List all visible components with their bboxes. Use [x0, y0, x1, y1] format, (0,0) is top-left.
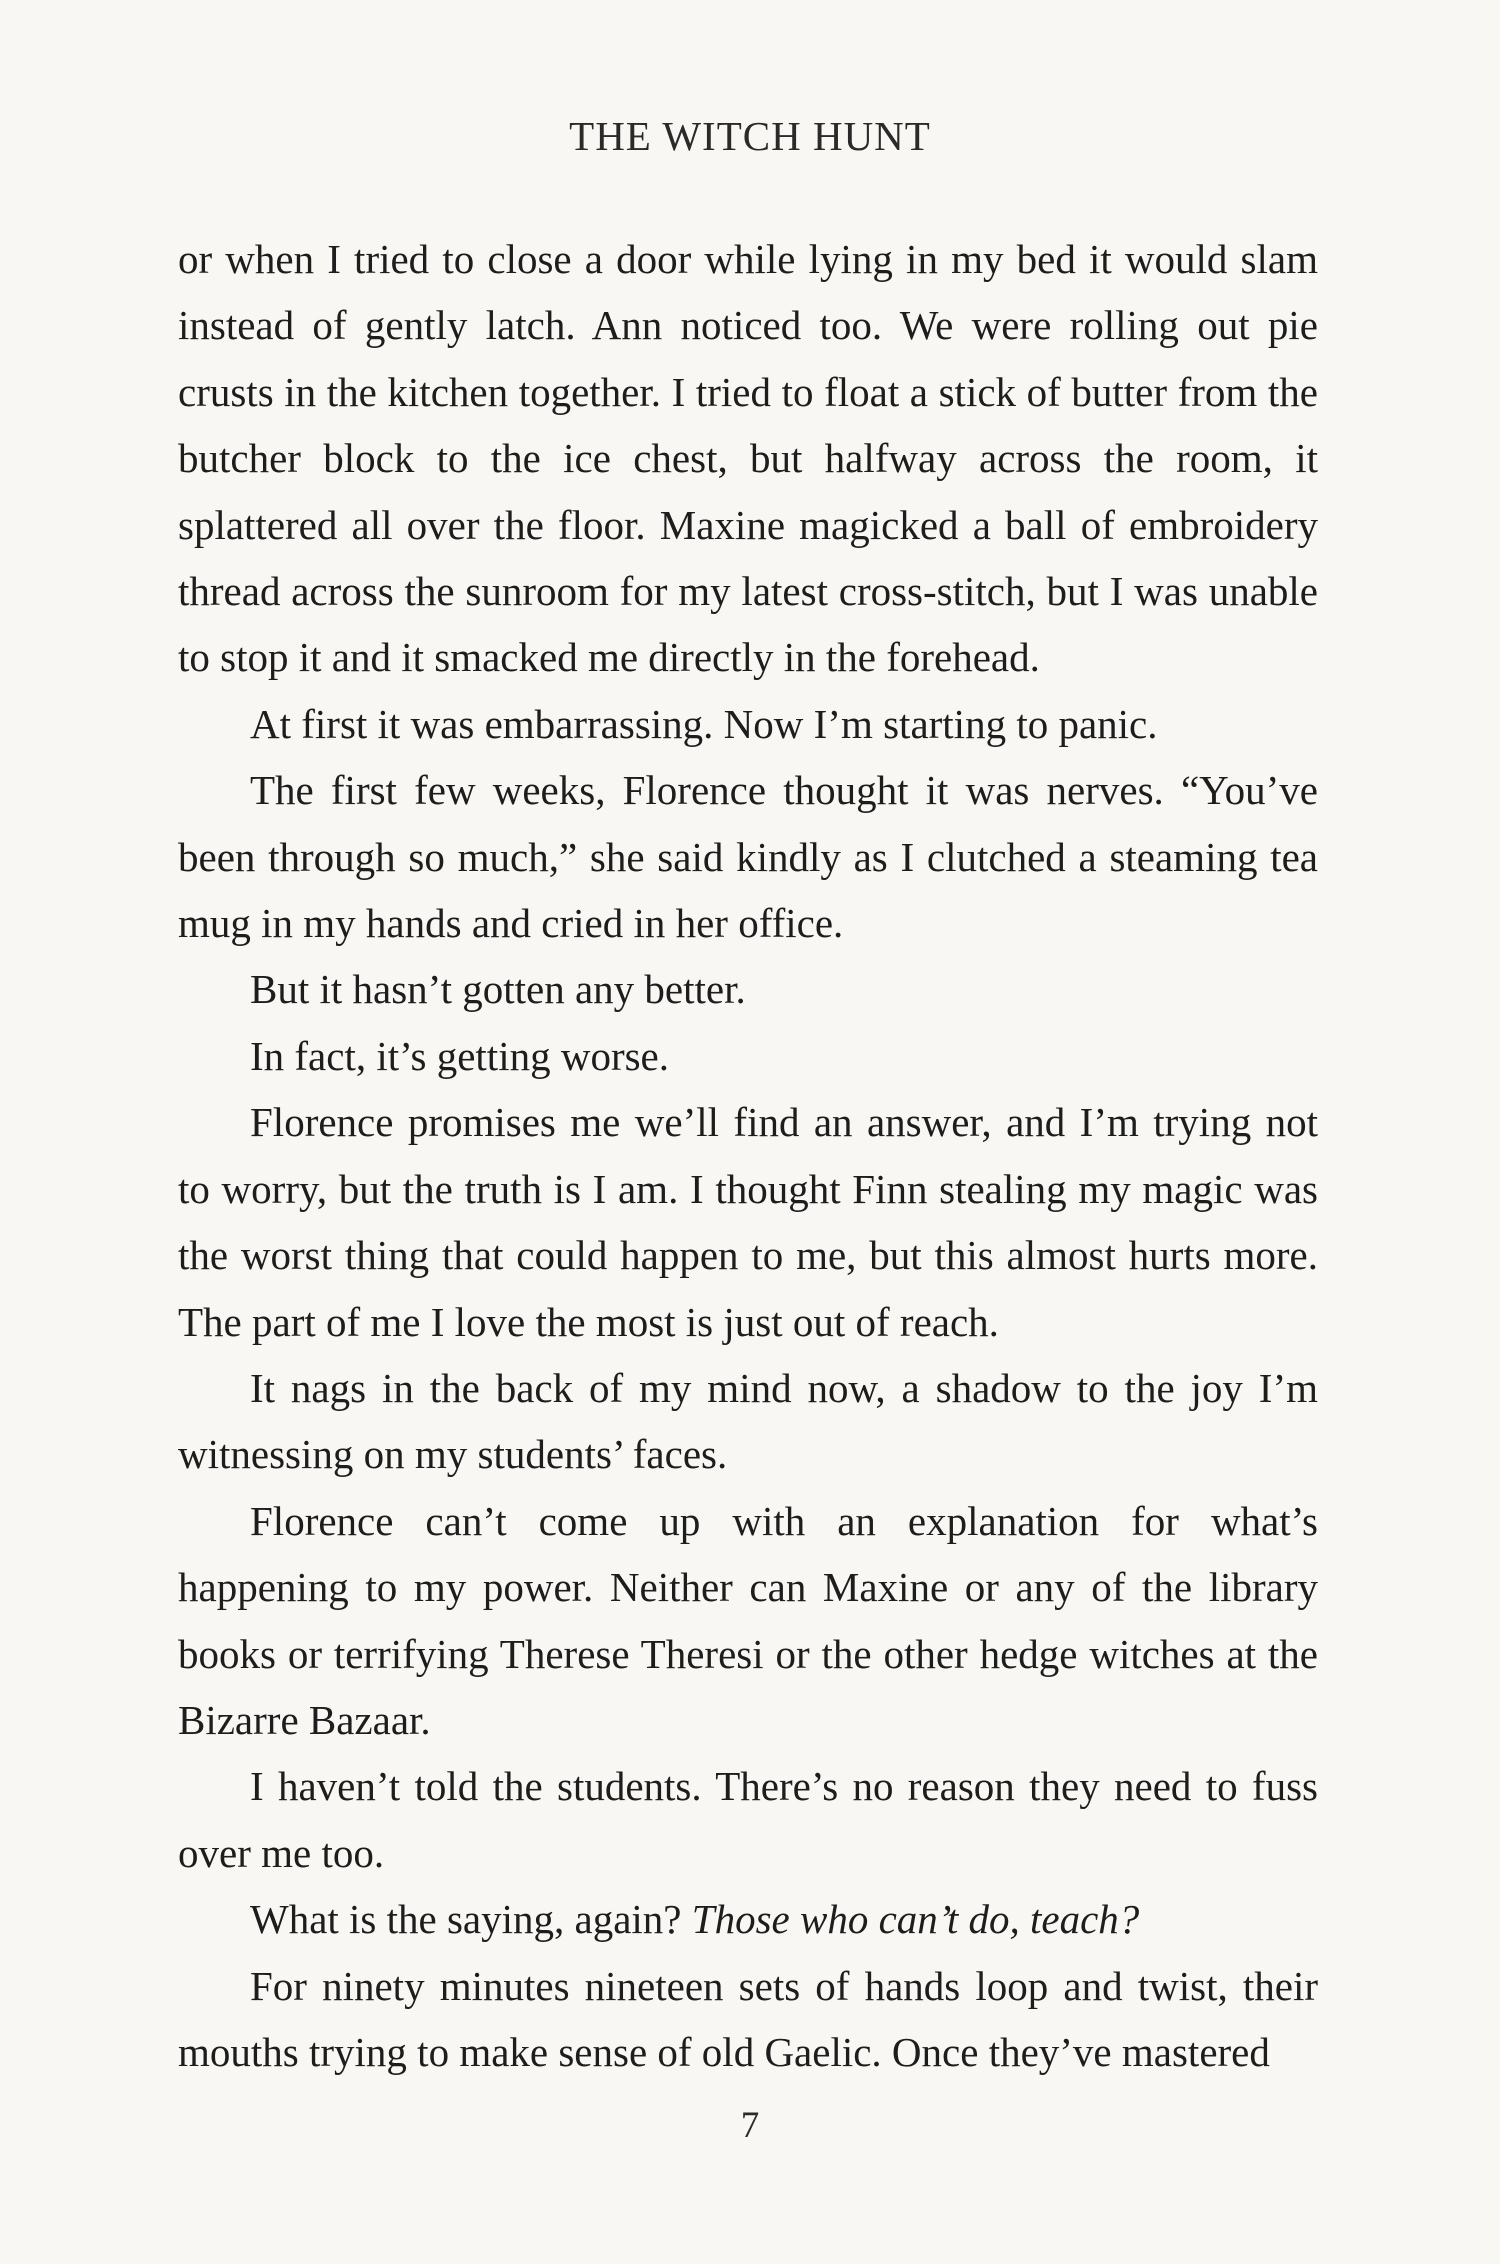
paragraph-5: In fact, it’s getting worse.	[250, 1032, 670, 1079]
paragraph-4: But it hasn’t gotten any better.	[250, 966, 746, 1013]
paragraph-9: I haven’t told the students. There’s no reason they need to fuss over me too.	[178, 1763, 1318, 1876]
paragraph-7: It nags in the back of my mind now, a shadow to the joy I’m witnessing on my students’ faces.	[178, 1364, 1318, 1478]
body-text	[178, 226, 1318, 2085]
paragraph-2: At first it was embarrassing. Now I’m starting to panic.	[250, 700, 1158, 747]
page-number: 7	[740, 2105, 760, 2146]
paragraph-10-italic: Those who can’t do, teach?	[691, 1896, 1140, 1943]
running-head: THE WITCH HUNT	[569, 113, 931, 159]
paragraph-10-text: What is the saying, again?	[250, 1896, 692, 1943]
paragraph-6: Florence promises me we’ll find an answer, and I’m trying not to worry, but the truth is I am. I thought Finn stealing my magic was the worst thing that could happen to me, but this almost hurts more. The part of me I love the most is just out of reach.	[178, 1099, 1318, 1345]
paragraph-10	[178, 1886, 1318, 1952]
paragraph-3: The first few weeks, Florence thought it was nerves. “You’ve been through so much,” she said kindly as I clutched a steaming tea mug in my hands and cried in her office.	[178, 767, 1318, 947]
paragraph-1: or when I tried to close a door while lying in my bed it would slam instead of gently latch. Ann noticed too. We were rolling out pie crusts in the kitchen together. I tried to float a stick of butter from the butcher block to the ice chest, but halfway across the room, it splattered all over the floor. Maxine magicked a ball of embroidery thread across the sunroom for my latest cross-stitch, but I was unable to stop it and it smacked me directly in the forehead.	[178, 236, 1318, 681]
paragraph-11: For ninety minutes nineteen sets of hands loop and twist, their mouths trying to make sense of old Gaelic. Once they’ve mastered	[178, 1962, 1318, 2075]
paragraph-8: Florence can’t come up with an explanation for what’s happening to my power. Neither can Maxine or any of the library books or terrifying Therese Theresi or the other hedge witches at the Bizarre Bazaar.	[178, 1497, 1318, 1743]
